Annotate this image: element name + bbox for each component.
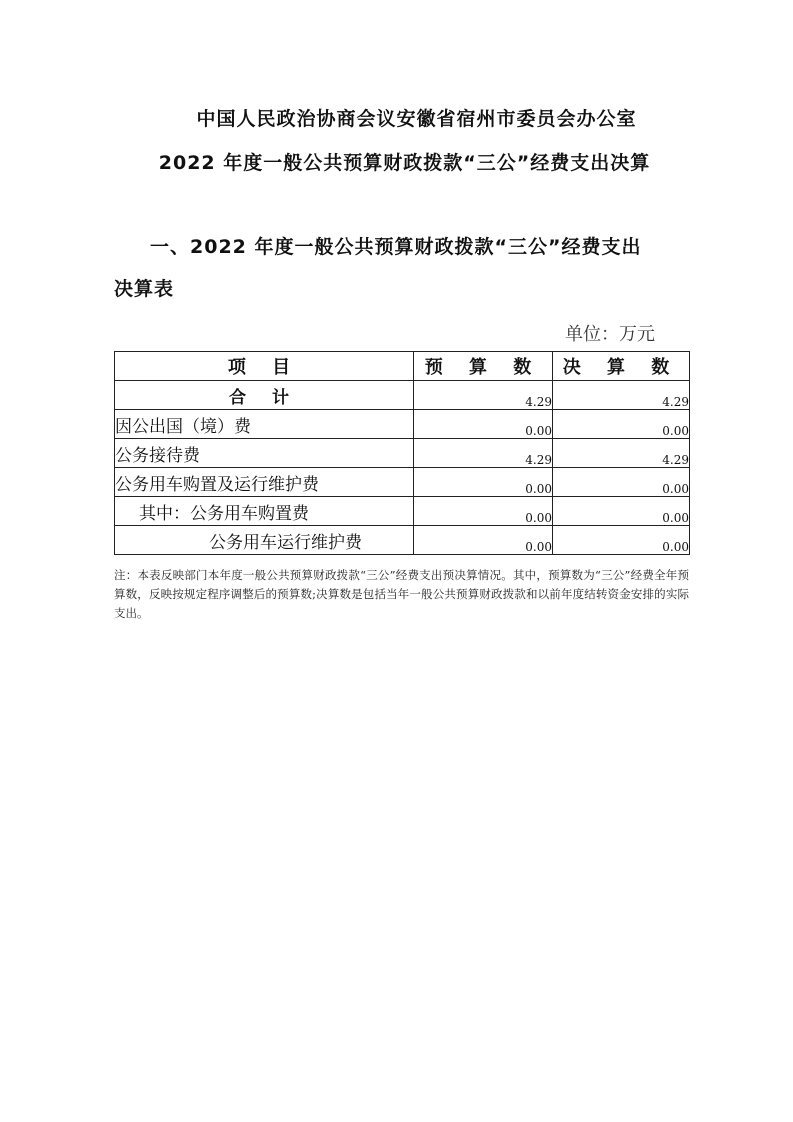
row-name: 公务接待费 [115, 439, 414, 468]
row-budget-value: 0.00 [414, 410, 553, 439]
row-budget-value: 0.00 [414, 468, 553, 497]
row-name: 公务用车购置及运行维护费 [115, 468, 414, 497]
row-actual-value: 0.00 [553, 468, 690, 497]
document-title-line-1: 中国人民政治协商会议安徽省宿州市委员会办公室 [196, 108, 637, 130]
row-budget-value: 0.00 [414, 526, 553, 555]
row-name-total: 合 计 [115, 381, 414, 410]
section-heading: 一、2022 年度一般公共预算财政拨款“三公”经费支出 [150, 236, 642, 258]
row-actual-value: 4.29 [553, 439, 690, 468]
table-header-row [115, 352, 690, 381]
row-budget-value: 4.29 [414, 439, 553, 468]
table-row [115, 410, 690, 439]
table-footnote: 注：本表反映部门本年度一般公共预算财政拨款“三公”经费支出预决算情况。其中，预算数为“三公”经费全年预算数，反映按规定程序调整后的预算数;决算数是包括当年一般公共预算财政拨款和以前年度结转资金安排的实际支出。 [114, 568, 689, 620]
row-actual-value: 4.29 [553, 381, 690, 410]
row-actual-value: 0.00 [553, 410, 690, 439]
row-budget-value: 0.00 [414, 497, 553, 526]
row-budget-value: 4.29 [414, 381, 553, 410]
table-row [115, 468, 690, 497]
table-row [115, 526, 690, 555]
row-actual-value: 0.00 [553, 526, 690, 555]
table-row [115, 497, 690, 526]
header-budget: 预 算 数 [414, 352, 553, 381]
section-heading-continuation: 决算表 [114, 278, 175, 300]
table-row [115, 381, 690, 410]
row-name-sub: 公务用车运行维护费 [115, 526, 414, 555]
row-name: 因公出国（境）费 [115, 410, 414, 439]
expenditure-table [114, 351, 690, 555]
header-item: 项 目 [115, 352, 414, 381]
row-name-sub: 其中：公务用车购置费 [115, 497, 414, 526]
document-title-line-2: 2022 年度一般公共预算财政拨款“三公”经费支出决算 [158, 152, 651, 174]
row-actual-value: 0.00 [553, 497, 690, 526]
unit-label: 单位：万元 [565, 324, 655, 345]
header-actual: 决 算 数 [553, 352, 690, 381]
table-row [115, 439, 690, 468]
